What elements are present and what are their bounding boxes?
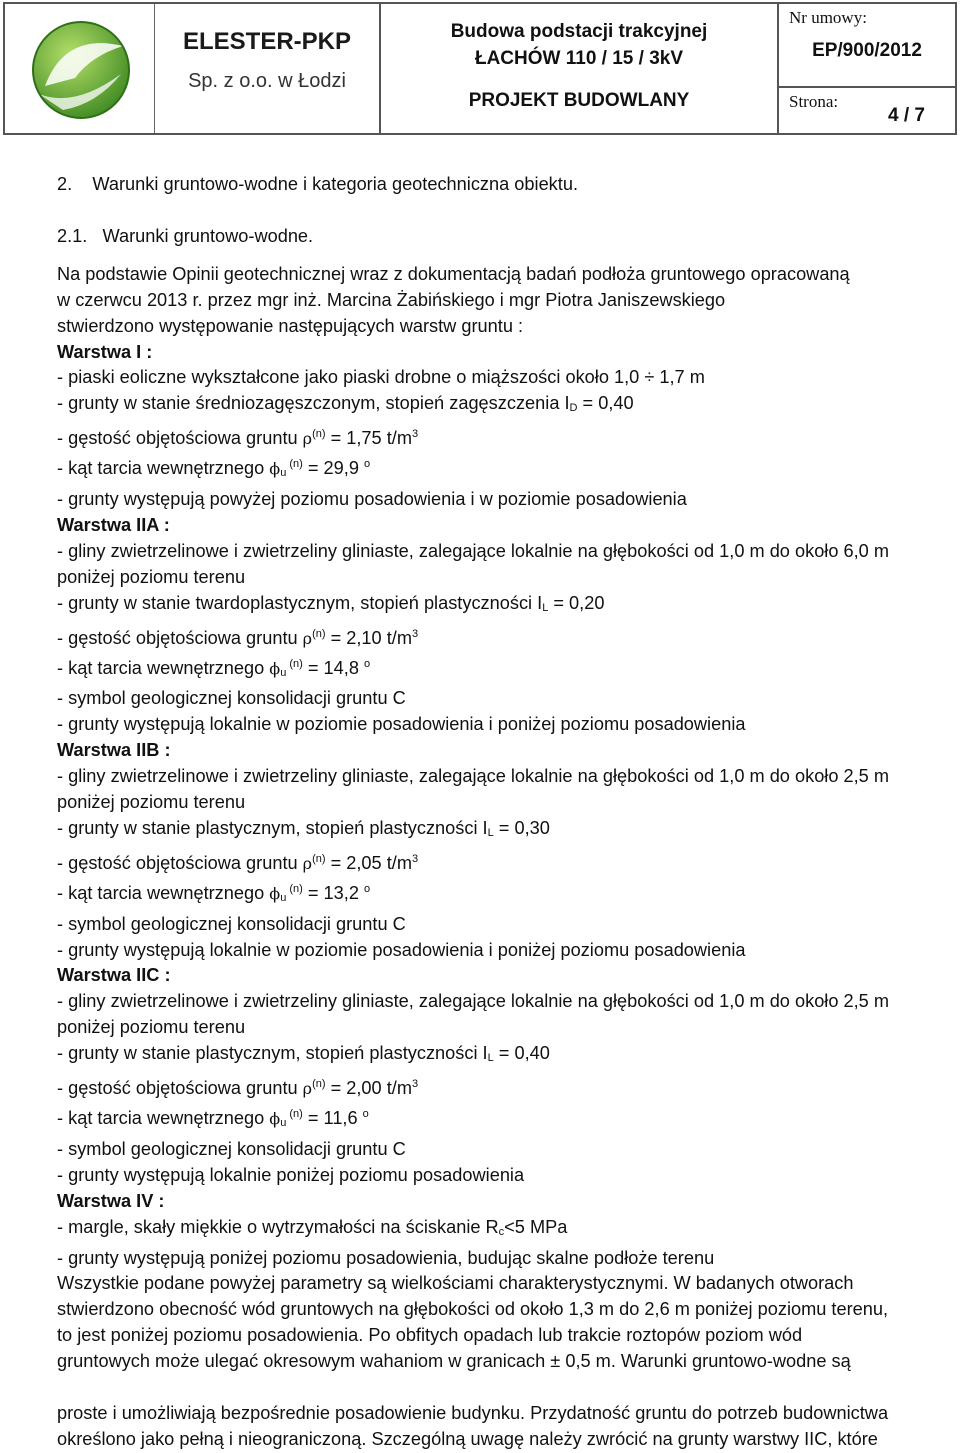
layer-line: poniżej poziomu terenu bbox=[57, 1017, 246, 1038]
page-label: Strona: bbox=[789, 92, 839, 111]
phi-symbol: ϕ bbox=[269, 883, 281, 903]
layer-line: - piaski eoliczne wykształcone jako piaski drobne o miąższości około 1,0 ÷ 1,7 m bbox=[57, 367, 705, 388]
company-logo-icon bbox=[5, 4, 155, 133]
rho-symbol: ρ bbox=[302, 1079, 313, 1099]
phi-symbol: ϕ bbox=[269, 459, 281, 479]
layer-line: - kąt tarcia wewnętrznego $\phi_u$ $^{(n)}$ = 11,6 $^o$ bbox=[57, 1108, 369, 1129]
company-subtitle: Sp. z o.o. w Łodzi bbox=[188, 70, 346, 92]
layer-line: - gliny zwietrzelinowe i zwietrzeliny gliniaste, zalegające lokalnie na głębokości od 1,0 m do około 6,0 m bbox=[57, 540, 889, 561]
project-title-line2: ŁACHÓW 110 / 15 / 3kV bbox=[474, 48, 684, 69]
intro-line: stwierdzono występowanie następujących warstw gruntu : bbox=[57, 315, 524, 336]
project-title-line1: Budowa podstacji trakcyjnej bbox=[450, 21, 708, 42]
summary-line: określono jako pełną i nieograniczoną. Szczególną uwagę należy zwrócić na grunty warstwy IIC, które bbox=[57, 1428, 878, 1449]
layer-line: - symbol geologicznej konsolidacji gruntu C bbox=[57, 1138, 406, 1159]
page-row bbox=[779, 88, 955, 133]
rho-symbol: ρ bbox=[302, 429, 313, 449]
logo-cell bbox=[5, 4, 155, 133]
layer-line: poniżej poziomu terenu bbox=[57, 792, 246, 813]
contract-row bbox=[779, 4, 955, 88]
layer-title: Warstwa IIC : bbox=[57, 965, 171, 986]
layer-line: - margle, skały miękkie o wytrzymałości na ściskanie $R_c<5$ MPa bbox=[57, 1216, 568, 1238]
intro-line: w czerwcu 2013 r. przez mgr inż. Marcina Żabińskiego i mgr Piotra Janiszewskiego bbox=[57, 289, 726, 310]
layer-line: - symbol geologicznej konsolidacji gruntu C bbox=[57, 688, 406, 709]
summary-line: stwierdzono obecność wód gruntowych na głębokości od około 1,3 m do 2,6 m poniżej poziomu terenu, bbox=[57, 1299, 889, 1320]
project-cell bbox=[381, 4, 779, 133]
subsection-heading: 2.1. Warunki gruntowo-wodne. bbox=[57, 225, 314, 246]
company-cell bbox=[155, 4, 381, 133]
contract-label: Nr umowy: bbox=[789, 8, 867, 27]
summary-line: gruntowych może ulegać okresowym wahaniom w granicach ± 0,5 m. Warunki gruntowo-wodne są bbox=[57, 1351, 851, 1372]
rho-symbol: ρ bbox=[302, 628, 313, 648]
layer-line: - grunty występują lokalnie w poziomie posadowienia i poniżej poziomu posadowienia bbox=[57, 939, 746, 960]
layer-line: - gęstość objętościowa gruntu $\rho^{(n)} = 2,00$ $t/m^3$ bbox=[57, 1078, 419, 1099]
project-title bbox=[381, 18, 777, 72]
layer-line: - grunty występują poniżej poziomu posadowienia, budując skalne podłoże terenu bbox=[57, 1247, 715, 1268]
layer-title: Warstwa I : bbox=[57, 341, 153, 362]
layer-line: - gęstość objętościowa gruntu $\rho^{(n)} = 1,75$ $t/m^3$ bbox=[57, 428, 419, 449]
layer-line: - gęstość objętościowa gruntu $\rho^{(n)} = 2,10$ $t/m^3$ bbox=[57, 627, 419, 648]
layer-line: - grunty występują lokalnie w poziomie posadowienia i poniżej poziomu posadowienia bbox=[57, 714, 746, 735]
meta-cell bbox=[779, 4, 955, 133]
layer-title: Warstwa IIB : bbox=[57, 740, 171, 761]
layer-line: - gęstość objętościowa gruntu $\rho^{(n)} = 2,05$ $t/m^3$ bbox=[57, 852, 419, 873]
document-header bbox=[3, 2, 957, 135]
layer-line: - kąt tarcia wewnętrznego $\phi_u$ $^{(n)}$ = 29,9 $^o$ bbox=[57, 458, 371, 480]
project-type: PROJEKT BUDOWLANY bbox=[468, 90, 690, 111]
layer-line: - grunty występują lokalnie poniżej poziomu posadowienia bbox=[57, 1164, 525, 1185]
phi-symbol: ϕ bbox=[269, 658, 281, 678]
page-number: 4 / 7 bbox=[888, 105, 925, 126]
layer-line: - grunty w stanie średniozagęszczonym, stopień zagęszczenia $I_D = 0,40$ bbox=[57, 393, 634, 415]
layer-line: - gliny zwietrzelinowe i zwietrzeliny gliniaste, zalegające lokalnie na głębokości od 1,0 m do około 2,5 m bbox=[57, 991, 889, 1012]
layer-line: - grunty w stanie plastycznym, stopień plastyczności $I_L = 0,30$ bbox=[57, 817, 550, 839]
layer-line: - kąt tarcia wewnętrznego $\phi_u$ $^{(n)}$ = 13,2 $^o$ bbox=[57, 882, 371, 904]
company-name: ELESTER-PKP bbox=[182, 28, 352, 55]
layer-line: - grunty w stanie plastycznym, stopień plastyczności $I_L = 0,40$ bbox=[57, 1043, 550, 1065]
intro-line: Na podstawie Opinii geotechnicznej wraz z dokumentacją badań podłoża gruntowego opracowaną bbox=[57, 263, 850, 284]
summary-line: to jest poniżej poziomu posadowienia. Po obfitych opadach lub trakcie roztopów poziom wód bbox=[57, 1325, 803, 1346]
summary-line: proste i umożliwiają bezpośrednie posadowienie budynku. Przydatność gruntu do potrzeb budownictwa bbox=[57, 1403, 889, 1424]
layer-line: - grunty występują powyżej poziomu posadowienia i w poziomie posadowienia bbox=[57, 489, 687, 510]
section-heading: 2. Warunki gruntowo-wodne i kategoria geotechniczna obiektu. bbox=[57, 174, 578, 194]
layer-title: Warstwa IV : bbox=[57, 1190, 165, 1211]
document-body bbox=[57, 172, 905, 1453]
layer-title: Warstwa IIA : bbox=[57, 514, 170, 535]
summary-line: Wszystkie podane powyżej parametry są wielkościami charakterystycznymi. W badanych otworach bbox=[57, 1273, 854, 1294]
layer-line: - grunty w stanie twardoplastycznym, stopień plastyczności $I_L = 0,20$ bbox=[57, 592, 605, 614]
contract-number: EP/900/2012 bbox=[812, 40, 922, 61]
layer-line: poniżej poziomu terenu bbox=[57, 566, 246, 587]
layer-line: - gliny zwietrzelinowe i zwietrzeliny gliniaste, zalegające lokalnie na głębokości od 1,0 m do około 2,5 m bbox=[57, 766, 889, 787]
rho-symbol: ρ bbox=[302, 853, 313, 873]
layer-line: - kąt tarcia wewnętrznego $\phi_u$ $^{(n)}$ = 14,8 $^o$ bbox=[57, 657, 371, 679]
layer-line: - symbol geologicznej konsolidacji gruntu C bbox=[57, 913, 406, 934]
phi-symbol: ϕ bbox=[269, 1109, 281, 1128]
